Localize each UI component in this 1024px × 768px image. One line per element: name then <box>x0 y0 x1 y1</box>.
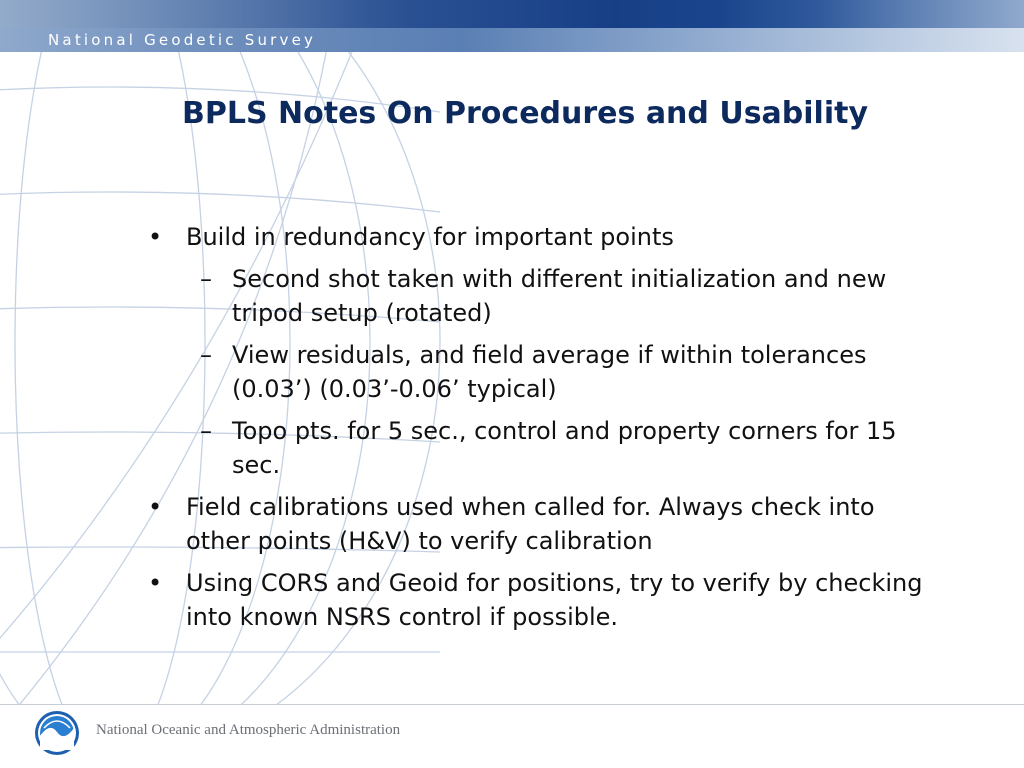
sub-bullet-text: Topo pts. for 5 sec., control and property corners for 15 sec. <box>232 417 897 479</box>
bullet-dot: • <box>148 223 163 251</box>
footer-divider <box>0 704 1024 705</box>
agency-name: National Oceanic and Atmospheric Administration <box>96 722 401 738</box>
slide-body <box>146 220 946 642</box>
slide-title: BPLS Notes On Procedures and Usability <box>181 96 869 131</box>
bullet-text: Build in redundancy for important points <box>186 223 674 251</box>
sub-bullet-text: View residuals, and field average if within tolerances (0.03’) (0.03’-0.06’ typical) <box>232 341 867 403</box>
sub-bullet-dash: – <box>200 265 212 293</box>
noaa-logo <box>34 710 80 756</box>
header-band <box>0 0 1024 52</box>
sub-bullet-dash: – <box>200 417 212 445</box>
sub-bullet-item <box>146 338 946 406</box>
organization-name: National Geodetic Survey <box>48 31 317 49</box>
sub-bullet-dash: – <box>200 341 212 369</box>
bullet-dot: • <box>148 569 163 597</box>
bullet-item <box>146 490 946 558</box>
bullet-text: Field calibrations used when called for. Always check into other points (H&V) to verify calibration <box>186 493 875 555</box>
header-highlight <box>0 0 1024 28</box>
sub-bullet-item <box>146 262 946 330</box>
bullet-text: Using CORS and Geoid for positions, try to verify by checking into known NSRS control if possible. <box>186 569 923 631</box>
bullet-item <box>146 220 946 254</box>
sub-bullet-text: Second shot taken with different initialization and new tripod setup (rotated) <box>232 265 887 327</box>
sub-bullet-item <box>146 414 946 482</box>
bullet-dot: • <box>148 493 163 521</box>
bullet-item <box>146 566 946 634</box>
